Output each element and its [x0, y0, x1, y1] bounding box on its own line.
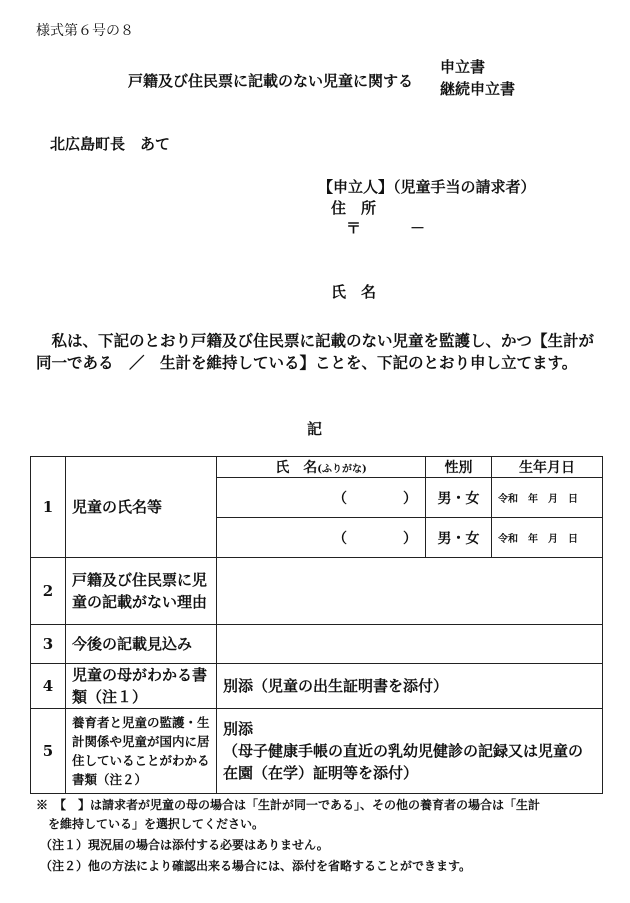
row-content-2[interactable] [217, 558, 603, 625]
header-name: 氏 名(ふりがな) [217, 457, 426, 478]
child-name-2[interactable]: （ ） [217, 518, 426, 558]
row-content-3[interactable] [217, 625, 603, 664]
row-number-3: 3 [31, 625, 66, 664]
child-dob-2[interactable]: 令和 年 月 日 [492, 518, 603, 558]
ki-heading: 記 [307, 420, 323, 438]
title-option-application: 申立書 [440, 58, 486, 76]
child-name-1[interactable]: （ ） [217, 478, 426, 518]
title-option-continuation: 継続申立書 [440, 80, 516, 98]
name-label: 氏 名 [331, 283, 377, 301]
statement-text: 私は、下記のとおり戸籍及び住民票に記載のない児童を監護し、かつ【生計が同一である ／ 生計を維持している】ことを、下記のとおり申し立てます。 [36, 331, 595, 372]
note-asterisk-line2: を維持している」を選択してください。 [48, 817, 265, 831]
row-content-5-line2: （母子健康手帳の直近の乳幼児健診の記録又は児童の在園（在学）証明等を添付） [223, 742, 584, 782]
row-item-3: 今後の記載見込み [66, 625, 217, 664]
child-sex-1[interactable]: 男・女 [426, 478, 492, 518]
header-dob: 生年月日 [492, 457, 603, 478]
child-dob-1[interactable]: 令和 年 月 日 [492, 478, 603, 518]
row-item-1: 児童の氏名等 [66, 457, 217, 558]
applicant-heading: 【申立人】（児童手当の請求者） [318, 178, 536, 196]
details-table [30, 456, 603, 794]
row-number-2: 2 [31, 558, 66, 625]
form-number: 様式第６号の８ [36, 23, 134, 39]
child-sex-2[interactable]: 男・女 [426, 518, 492, 558]
row-item-2: 戸籍及び住民票に児童の記載がない理由 [66, 558, 217, 625]
row-content-5 [217, 709, 603, 794]
row-number-4: 4 [31, 664, 66, 709]
row-content-5-line1: 別添 [223, 720, 254, 738]
postal-dash: － [410, 219, 426, 237]
row-number-1: 1 [31, 457, 66, 558]
row-content-4: 別添（児童の出生証明書を添付） [217, 664, 603, 709]
addressee: 北広島町長 あて [50, 135, 171, 153]
address-label: 住 所 [331, 199, 377, 217]
row-number-5: 5 [31, 709, 66, 794]
note-1: （注１）現況届の場合は添付する必要はありません。 [40, 838, 329, 852]
note-2: （注２）他の方法により確認出来る場合には、添付を省略することができます。 [40, 859, 472, 873]
row-item-4: 児童の母がわかる書類（注１） [66, 664, 217, 709]
document-title: 戸籍及び住民票に記載のない児童に関する [128, 72, 414, 90]
note-asterisk-line1: ※ 【 】は請求者が児童の母の場合は「生計が同一である」、その他の養育者の場合は「生計 [36, 798, 541, 812]
header-sex: 性別 [426, 457, 492, 478]
postal-mark: 〒 [346, 219, 362, 237]
row-item-5: 養育者と児童の監護・生計関係や児童が国内に居住していることがわかる書類（注２） [66, 709, 217, 794]
